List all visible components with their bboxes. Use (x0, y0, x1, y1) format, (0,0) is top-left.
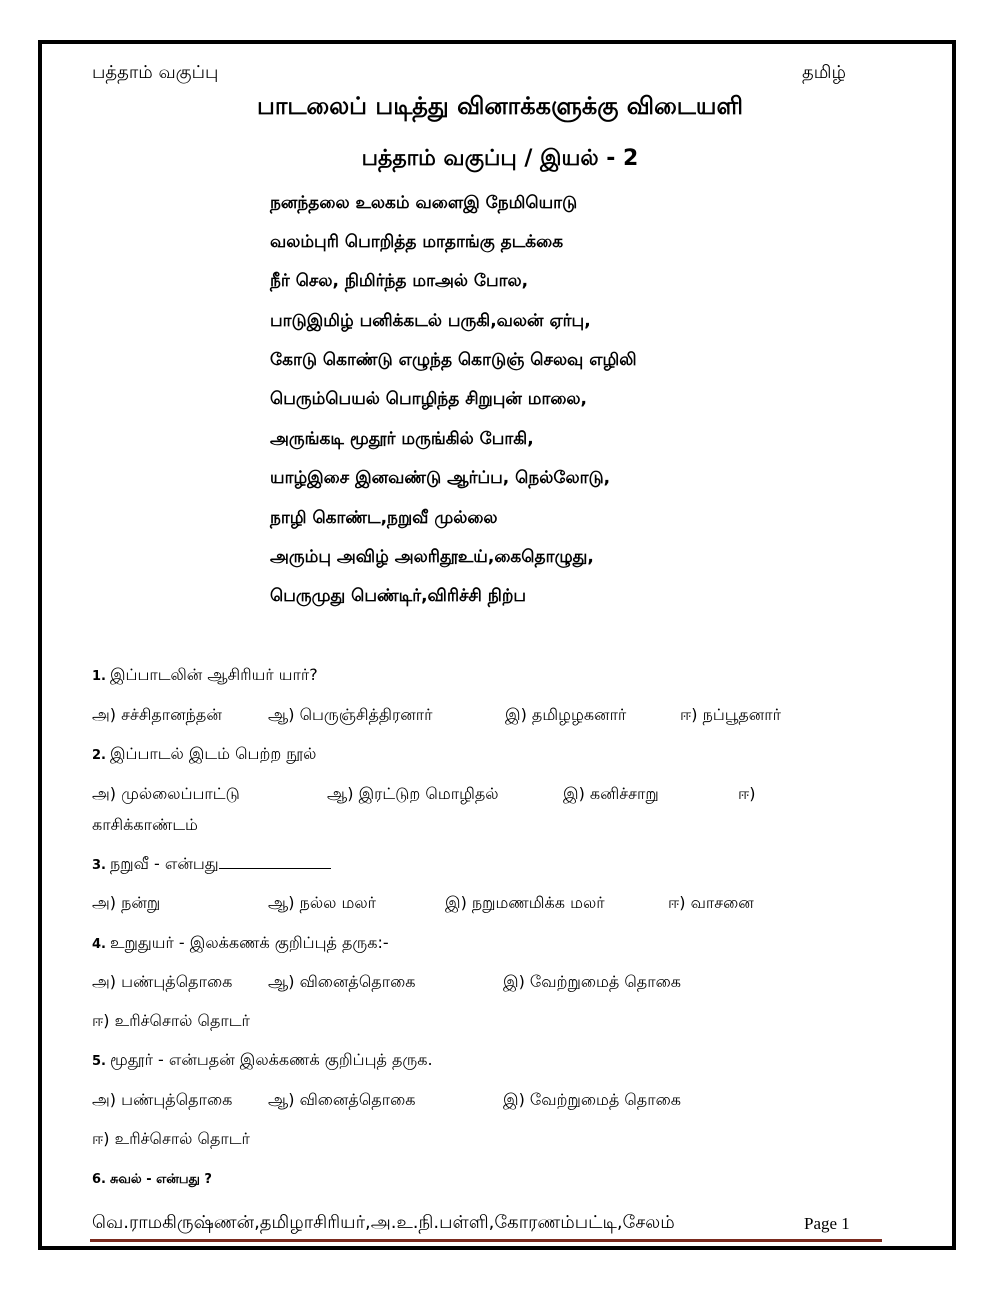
option-aa[interactable]: ஆ) பெருஞ்சித்திரனார் (268, 705, 433, 724)
poem-line: நாழி கொண்ட,நறுவீ முல்லை (270, 508, 498, 528)
option-i[interactable]: இ) தமிழழகனார் (505, 705, 627, 724)
poem-line: பாடுஇமிழ் பனிக்கடல் பருகி,வலன் ஏர்பு, (270, 311, 591, 331)
poem-line: வலம்புரி பொறித்த மாதாங்கு தடக்கை (270, 232, 564, 252)
question-2 (92, 744, 316, 765)
option-a[interactable]: அ) பண்புத்தொகை (92, 1090, 233, 1109)
poem-line: பெருமுது பெண்டிர்,விரிச்சி நிற்ப (270, 586, 527, 606)
poem-line: நனந்தலை உலகம் வளைஇ நேமியொடு (270, 193, 578, 213)
question-text: மூதூர் - என்பதன் இலக்கணக் குறிப்புத் தருக. (109, 1050, 433, 1069)
answer-blank[interactable] (219, 854, 331, 869)
footer-rule (90, 1239, 882, 1242)
option-i[interactable]: இ) வேற்றுமைத் தொகை (503, 1090, 681, 1109)
question-1 (92, 665, 318, 686)
option-i[interactable]: இ) கனிச்சாறு (563, 784, 659, 803)
option-ii[interactable]: ஈ) (738, 784, 756, 803)
poem-line: பெரும்பெயல் பொழிந்த சிறுபுன் மாலை, (270, 389, 587, 409)
question-text: இப்பாடலின் ஆசிரியர் யார்? (109, 665, 318, 684)
subject-label: தமிழ் (802, 62, 846, 83)
poem-line: அருங்கடி மூதூர் மருங்கில் போகி, (270, 429, 534, 449)
option-ii-continued[interactable]: காசிக்காண்டம் (92, 815, 198, 834)
option-aa[interactable]: ஆ) வினைத்தொகை (268, 972, 416, 991)
option-ii[interactable]: ஈ) வாசனை (668, 893, 754, 912)
question-text: இப்பாடல் இடம் பெற்ற நூல் (109, 744, 317, 763)
question-3 (92, 854, 331, 875)
option-a[interactable]: அ) பண்புத்தொகை (92, 972, 233, 991)
option-ii[interactable]: ஈ) உரிச்சொல் தொடர் (92, 1011, 250, 1030)
question-text: சுவல் - என்பது ? (109, 1172, 212, 1187)
option-a[interactable]: அ) நன்று (92, 893, 161, 912)
page-subtitle: பத்தாம் வகுப்பு / இயல் - 2 (361, 146, 639, 171)
option-ii[interactable]: ஈ) நப்பூதனார் (680, 705, 781, 724)
option-aa[interactable]: ஆ) நல்ல மலர் (268, 893, 376, 912)
question-number: 6. (92, 1172, 106, 1187)
option-i[interactable]: இ) நறுமணமிக்க மலர் (445, 893, 605, 912)
option-i[interactable]: இ) வேற்றுமைத் தொகை (503, 972, 681, 991)
poem-line: அரும்பு அவிழ் அலரிதூஉய்,கைதொழுது, (270, 547, 594, 567)
question-4 (92, 933, 389, 954)
question-6 (92, 1168, 212, 1188)
option-a[interactable]: அ) முல்லைப்பாட்டு (92, 784, 240, 803)
question-number: 5. (92, 1054, 106, 1069)
option-a[interactable]: அ) சச்சிதானந்தன் (92, 705, 222, 724)
question-number: 1. (92, 669, 106, 684)
question-text: நறுவீ - என்பது (109, 854, 219, 873)
poem-line: கோடு கொண்டு எழுந்த கொடுஞ் செலவு எழிலி (270, 350, 637, 370)
footer-author: வெ.ராமகிருஷ்ணன்,தமிழாசிரியர்,அ.உ.நி.பள்ளி,கோரணம்பட்டி,சேலம் (92, 1212, 675, 1233)
question-number: 2. (92, 748, 106, 763)
page-title: பாடலைப் படித்து வினாக்களுக்கு விடையளி (256, 92, 743, 120)
question-number: 3. (92, 858, 106, 873)
poem-line: நீர் செல, நிமிர்ந்த மாஅல் போல, (270, 271, 529, 291)
question-number: 4. (92, 937, 106, 952)
option-ii[interactable]: ஈ) உரிச்சொல் தொடர் (92, 1129, 250, 1148)
question-5 (92, 1050, 433, 1071)
option-aa[interactable]: ஆ) இரட்டுற மொழிதல் (327, 784, 499, 803)
page-number: Page 1 (804, 1214, 850, 1233)
question-text: உறுதுயர் - இலக்கணக் குறிப்புத் தருக:- (109, 933, 389, 952)
option-aa[interactable]: ஆ) வினைத்தொகை (268, 1090, 416, 1109)
class-label: பத்தாம் வகுப்பு (92, 62, 219, 83)
poem-line: யாழ்இசை இனவண்டு ஆர்ப்ப, நெல்லோடு, (270, 468, 611, 488)
